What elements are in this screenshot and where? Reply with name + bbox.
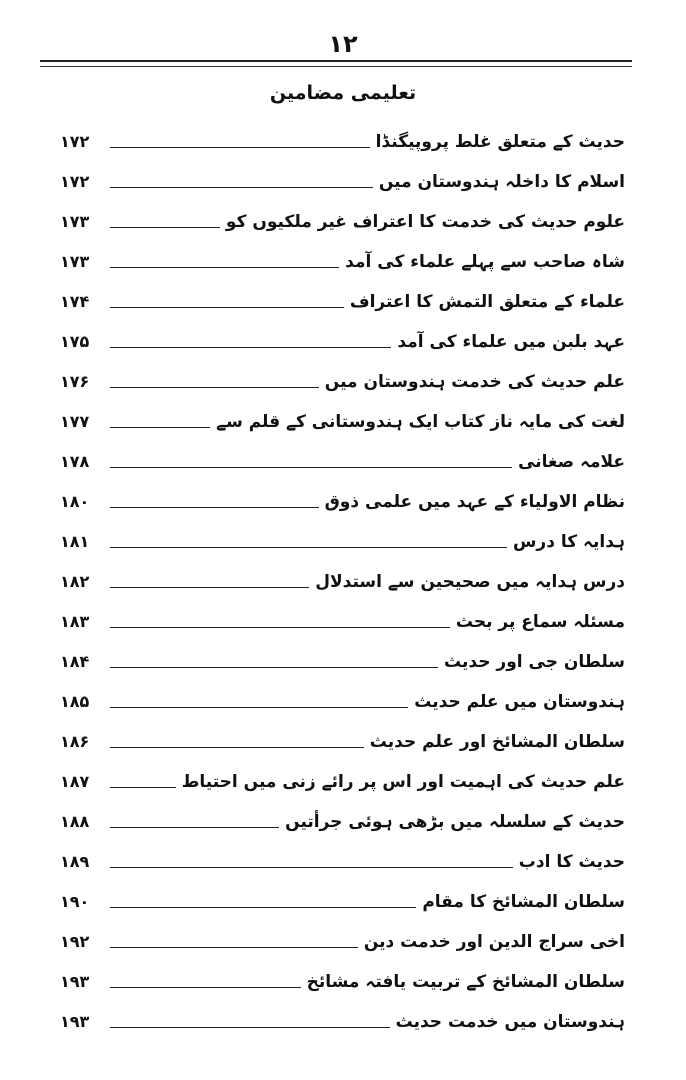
- toc-entry-title: سلطان جی اور حدیث: [444, 652, 625, 672]
- toc-entry-page: ۱۹۳: [60, 972, 90, 991]
- header-rule-thick: [40, 60, 632, 62]
- toc-entry: [60, 115, 625, 155]
- toc-leader-line: [110, 827, 279, 828]
- toc-entry: [60, 675, 625, 715]
- toc-entry: [60, 795, 625, 835]
- toc-entry: [60, 755, 625, 795]
- toc-leader-line: [110, 507, 319, 508]
- toc-leader-line: [110, 907, 416, 908]
- header-rule-thin: [40, 66, 632, 67]
- toc-leader-line: [110, 267, 339, 268]
- toc-entry-title: لغت کی مایہ ناز کتاب ایک ہندوستانی کے قلم سے: [216, 412, 625, 432]
- toc-entry: [60, 395, 625, 435]
- toc-entry-page: ۱۹۲: [60, 932, 90, 951]
- toc-entry-title: علماء کے متعلق التمش کا اعتراف: [349, 292, 625, 312]
- toc-entry-page: ۱۷۵: [60, 332, 90, 351]
- toc-entry-page: ۱۸۱: [60, 532, 90, 551]
- toc-entry-page: ۱۸۸: [60, 812, 90, 831]
- toc-leader-line: [110, 867, 513, 868]
- toc-entry-title: حدیث کے متعلق غلط پروپیگنڈا: [375, 132, 625, 152]
- toc-leader-line: [110, 307, 344, 308]
- toc-entry-title: ہندوستان میں علم حدیث: [414, 692, 625, 712]
- toc-entry-page: ۱۷۳: [60, 252, 90, 271]
- toc-entry-page: ۱۷۴: [60, 292, 90, 311]
- toc-entry-title: علم حدیث کی اہمیت اور اس پر رائے زنی میں احتیاط: [181, 772, 625, 792]
- toc-leader-line: [110, 187, 373, 188]
- toc-leader-line: [110, 467, 512, 468]
- toc-entry-title: نظام الاولیاء کے عہد میں علمی ذوق: [324, 492, 625, 512]
- toc-entry-title: سلطان المشائخ کا مقام: [422, 892, 625, 912]
- toc-entry-title: درس ہدایہ میں صحیحین سے استدلال: [315, 572, 625, 592]
- section-title: تعلیمی مضامین: [269, 82, 417, 104]
- toc-entry: [60, 195, 625, 235]
- toc-entry-page: ۱۷۶: [60, 372, 90, 391]
- toc-entry-page: ۱۸۲: [60, 572, 90, 591]
- toc-entry-page: ۱۷۲: [60, 172, 90, 191]
- toc-entry: [60, 955, 625, 995]
- toc-entry-page: ۱۷۷: [60, 412, 90, 431]
- toc-entry-title: اخی سراج الدین اور خدمت دین: [363, 932, 625, 952]
- toc-entry-page: ۱۷۸: [60, 452, 90, 471]
- toc-leader-line: [110, 387, 319, 388]
- toc-leader-line: [110, 547, 507, 548]
- toc-leader-line: [110, 627, 450, 628]
- toc-leader-line: [110, 787, 176, 788]
- toc-entry-page: ۱۸۵: [60, 692, 90, 711]
- toc-entry-page: ۱۸۷: [60, 772, 90, 791]
- toc-entry: [60, 635, 625, 675]
- toc-entry-title: علوم حدیث کی خدمت کا اعتراف غیر ملکیوں کو: [225, 212, 625, 232]
- toc-entry: [60, 515, 625, 555]
- toc-entry-title: عہد بلبن میں علماء کی آمد: [397, 332, 625, 352]
- toc-entry: [60, 435, 625, 475]
- toc-entry: [60, 835, 625, 875]
- toc-entry-page: ۱۸۴: [60, 652, 90, 671]
- toc-entry: [60, 715, 625, 755]
- toc-entry-page: ۱۸۹: [60, 852, 90, 871]
- toc-entry-title: حدیث کا ادب: [518, 852, 625, 872]
- toc-entry-page: ۱۸۰: [60, 492, 90, 511]
- toc-leader-line: [110, 227, 220, 228]
- toc-entry: [60, 915, 625, 955]
- toc-leader-line: [110, 147, 370, 148]
- table-of-contents: [60, 115, 625, 1035]
- toc-entry-title: علم حدیث کی خدمت ہندوستان میں: [324, 372, 625, 392]
- toc-leader-line: [110, 347, 391, 348]
- toc-entry-page: ۱۷۲: [60, 132, 90, 151]
- toc-leader-line: [110, 1027, 390, 1028]
- toc-entry-title: سلطان المشائخ اور علم حدیث: [369, 732, 625, 752]
- toc-entry-page: ۱۹۳: [60, 1012, 90, 1031]
- toc-leader-line: [110, 987, 301, 988]
- page-number: ۱۲: [328, 30, 358, 58]
- toc-leader-line: [110, 587, 309, 588]
- toc-entry: [60, 995, 625, 1035]
- toc-entry: [60, 555, 625, 595]
- toc-entry: [60, 475, 625, 515]
- toc-entry-title: علامہ صغانی: [518, 452, 625, 472]
- toc-entry: [60, 235, 625, 275]
- toc-entry-title: حدیث کے سلسلہ میں بڑھی ہوئی جرأتیں: [285, 812, 625, 832]
- toc-leader-line: [110, 747, 364, 748]
- toc-entry: [60, 875, 625, 915]
- toc-leader-line: [110, 947, 358, 948]
- toc-entry-page: ۱۷۳: [60, 212, 90, 231]
- toc-entry: [60, 595, 625, 635]
- toc-entry-title: مسئلہ سماع پر بحث: [455, 612, 625, 632]
- toc-entry-title: شاہ صاحب سے پہلے علماء کی آمد: [345, 252, 625, 272]
- toc-entry-title: ہندوستان میں خدمت حدیث: [395, 1012, 625, 1032]
- toc-entry-title: اسلام کا داخلہ ہندوستان میں: [378, 172, 625, 192]
- toc-leader-line: [110, 667, 438, 668]
- toc-entry: [60, 155, 625, 195]
- toc-entry-page: ۱۹۰: [60, 892, 90, 911]
- toc-entry-title: ہدایہ کا درس: [512, 532, 625, 552]
- toc-entry-page: ۱۸۶: [60, 732, 90, 751]
- toc-leader-line: [110, 427, 210, 428]
- toc-entry-page: ۱۸۳: [60, 612, 90, 631]
- toc-entry-title: سلطان المشائخ کے تربیت یافتہ مشائخ: [306, 972, 625, 992]
- toc-entry: [60, 315, 625, 355]
- toc-leader-line: [110, 707, 408, 708]
- toc-entry: [60, 275, 625, 315]
- toc-entry: [60, 355, 625, 395]
